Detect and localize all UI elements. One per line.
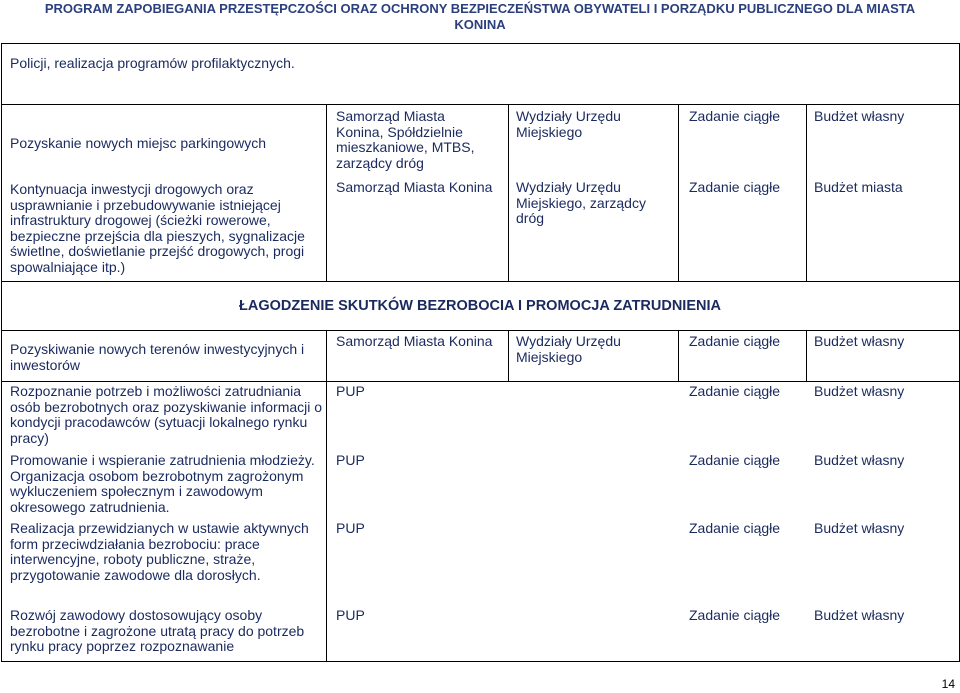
block2-partner: Wydziały Urzędu Miejskiego	[516, 333, 621, 365]
block2-divider-4	[806, 330, 807, 382]
block1-fund-1: Budżet własny	[814, 108, 905, 124]
block3-row-3-fund: Budżet własny	[814, 520, 905, 536]
block3-row-2-executor: PUP	[336, 452, 365, 468]
block1-divider-2	[508, 104, 509, 282]
block3-row-2-fund: Budżet własny	[814, 452, 905, 468]
block3-row-3-task: Realizacja przewidzianych w ustawie aktywnych form przeciwdziałania bezrobociu: prace interwencyjne, roboty publiczne, straże, przygotowanie zawodowe dla dorosłych.	[10, 520, 309, 583]
block3-row-2-term: Zadanie ciągłe	[689, 452, 781, 468]
block1-task-2: Kontynuacja inwestycji drogowych oraz usprawnianie i przebudowywanie istniejącej infrastruktury drogowej (ścieżki rowerowe, bezpieczne przejścia dla pieszych, sygnalizacje świetlne, doświetlanie przejść drogowych, progi spowalniające itp.)	[10, 181, 305, 275]
block3-row-3-executor: PUP	[336, 520, 365, 536]
block3-divider-1	[326, 381, 327, 662]
block3-row-1-executor: PUP	[336, 383, 365, 399]
block1-term-2: Zadanie ciągłe	[689, 179, 781, 195]
block3-row-4-executor: PUP	[336, 607, 365, 623]
block1-divider-1	[326, 104, 327, 282]
block2-fund: Budżet własny	[814, 333, 905, 349]
block2-divider-3	[678, 330, 679, 382]
block2-executor: Samorząd Miasta Konina	[336, 333, 493, 349]
block1-executor-1: Samorząd Miasta Konina, Spółdzielnie mieszkaniowe, MTBS, zarządcy dróg	[336, 108, 475, 171]
block3-row-4-term: Zadanie ciągłe	[689, 607, 781, 623]
block1-partner-2: Wydziały Urzędu Miejskiego, zarządcy dróg	[516, 179, 646, 226]
block3-row-1-task: Rozpoznanie potrzeb i możliwości zatrudniania osób bezrobotnych oraz pozyskiwanie informacji o kondycji pracodawców (sytuacji lokalnego rynku pracy)	[10, 383, 323, 446]
block1-executor-2: Samorząd Miasta Konina	[336, 179, 493, 195]
block2-divider-1	[326, 330, 327, 382]
block2-term: Zadanie ciągłe	[689, 333, 781, 349]
block3-row-1-term: Zadanie ciągłe	[689, 383, 781, 399]
block1-divider-3	[678, 104, 679, 282]
block1-term-1: Zadanie ciągłe	[689, 108, 781, 124]
block3-row-1-fund: Budżet własny	[814, 383, 905, 399]
section-title: ŁAGODZENIE SKUTKÓW BEZROBOCIA I PROMOCJA ZATRUDNIENIA	[239, 298, 721, 314]
block2-task: Pozyskiwanie nowych terenów inwestycyjnych i inwestorów	[10, 341, 305, 373]
block3-row-4-task: Rozwój zawodowy dostosowujący osoby bezrobotne i zagrożone utratą pracy do potrzeb rynku pracy poprzez rozpoznawanie	[10, 607, 305, 654]
block3-row-2-task: Promowanie i wspieranie zatrudnienia młodzieży. Organizacja osobom bezrobotnym zagrożonym wykluczeniem społecznym i zawodowym okresowego zatrudnienia.	[10, 452, 315, 515]
block1-fund-2: Budżet miasta	[814, 179, 903, 195]
top-row-text: Policji, realizacja programów profilaktycznych.	[10, 55, 295, 71]
top-row-frame	[1, 43, 960, 105]
block3-row-3-term: Zadanie ciągłe	[689, 520, 781, 536]
header-line-1: PROGRAM ZAPOBIEGANIA PRZESTĘPCZOŚCI ORAZ OCHRONY BEZPIECZEŃSTWA OBYWATELI I PORZĄDKU PUBLICZNEGO DLA MIASTA	[44, 1, 916, 16]
block1-task-1: Pozyskanie nowych miejsc parkingowych	[10, 135, 266, 151]
block1-partner-1: Wydziały Urzędu Miejskiego	[516, 108, 621, 140]
document-header	[0, 0, 960, 33]
block3-row-4-fund: Budżet własny	[814, 607, 905, 623]
block1-divider-4	[806, 104, 807, 282]
page-number: 14	[941, 677, 955, 691]
header-line-2: KONINA	[454, 17, 506, 32]
block2-divider-2	[508, 330, 509, 382]
